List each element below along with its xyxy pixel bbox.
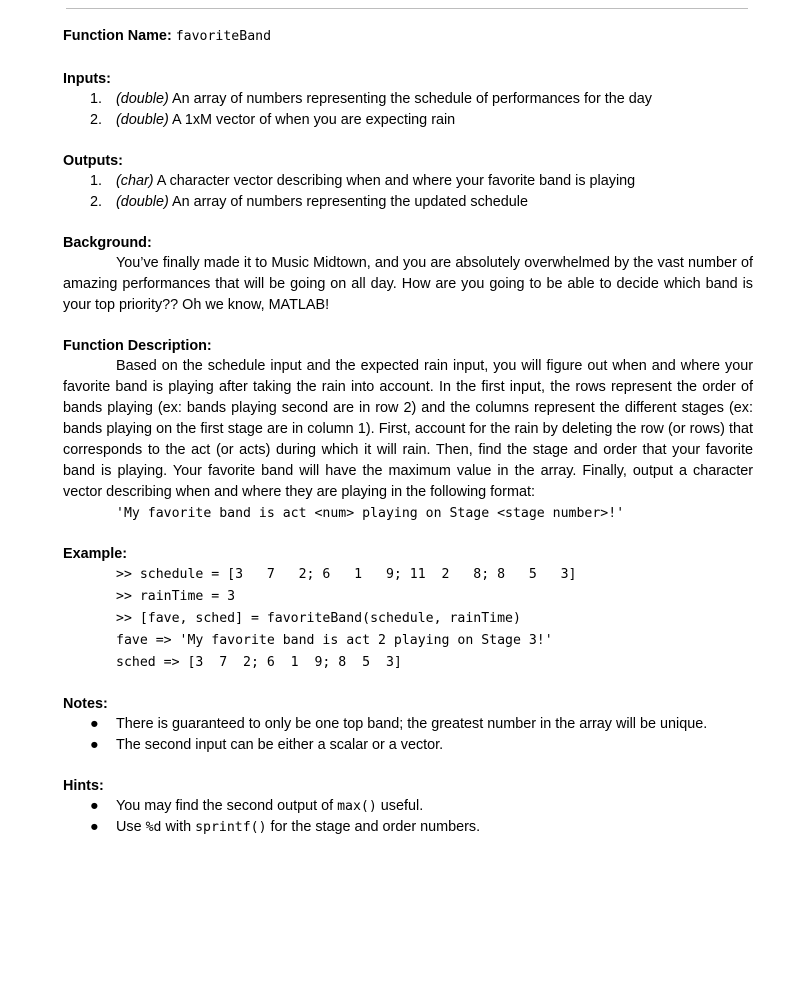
list-item: ● You may find the second output of max() useful. — [63, 796, 753, 817]
input-description: A 1xM vector of when you are expecting rain — [168, 112, 456, 128]
list-item — [63, 735, 753, 756]
list-item: 1. (double) An array of numbers representing the schedule of performances for the day — [90, 91, 652, 107]
list-item: 2. (double) An array of numbers representing the updated schedule — [90, 194, 529, 210]
list-item: 2. (double) A 1xM vector of when you are expecting rain — [90, 112, 456, 128]
output-description: A character vector describing when and where your favorite band is playing — [153, 173, 636, 189]
output-type: (double) — [116, 194, 169, 210]
code-line: >> rainTime = 3 — [116, 589, 236, 604]
inputs-list — [63, 89, 753, 131]
example-heading: Example: — [63, 546, 127, 562]
input-description: An array of numbers representing the schedule of performances for the day — [168, 91, 652, 107]
note-text: There is guaranteed to only be one top band; the greatest number in the array will be unique. — [116, 716, 708, 732]
description-heading: Function Description: — [63, 338, 212, 354]
notes-heading: Notes: — [63, 696, 108, 712]
hints-list — [63, 796, 753, 838]
bullet-icon: ● — [90, 798, 99, 814]
input-type: (double) — [116, 112, 169, 128]
function-name-label: Function Name: — [63, 28, 172, 44]
description-text: Based on the schedule input and the expected rain input, you will figure out when and where your favorite band is playing after taking the rain into account. In the first input, the rows represent the order of bands playing (ex: bands playing second are in row 2) and the columns represent the different stages (ex: bands playing on the first stage are in column 1). First, account for the rain by deleting the row (or rows) that corresponds to the act (or acts) during which it will rain. Then, find the stage and order that your favorite band is playing. Your favorite band will have the maximum value in the array. Finally, output a character vector describing when and where they are playing in the following format: — [63, 358, 753, 500]
outputs-heading: Outputs: — [63, 153, 123, 169]
list-item: 1. (char) A character vector describing when and where your favorite band is playing — [90, 173, 636, 189]
code-line: >> [fave, sched] = favoriteBand(schedule, rainTime) — [116, 611, 521, 626]
bullet-icon: ● — [90, 716, 99, 732]
output-description: An array of numbers representing the updated schedule — [168, 194, 529, 210]
format-string: 'My favorite band is act <num> playing on Stage <stage number>!' — [116, 506, 625, 521]
function-name-value: favoriteBand — [175, 29, 272, 44]
input-type: (double) — [116, 91, 169, 107]
document-page — [63, 26, 753, 838]
output-type: (char) — [116, 173, 154, 189]
code-line: >> schedule = [3 7 2; 6 1 9; 11 2 8; 8 5 3] — [116, 567, 577, 582]
inline-code: max() — [337, 799, 377, 814]
code-line: sched => [3 7 2; 6 1 9; 8 5 3] — [116, 655, 402, 670]
function-name-line — [63, 26, 753, 47]
inputs-heading: Inputs: — [63, 71, 111, 87]
bullet-icon: ● — [90, 819, 99, 835]
list-item: ● Use %d with sprintf() for the stage and order numbers. — [63, 817, 753, 838]
background-heading: Background: — [63, 235, 152, 251]
top-rule — [66, 8, 748, 9]
list-item — [63, 714, 753, 735]
bullet-icon: ● — [90, 737, 99, 753]
inline-code: sprintf() — [195, 820, 267, 835]
code-line: fave => 'My favorite band is act 2 playing on Stage 3!' — [116, 633, 553, 648]
example-code — [63, 564, 753, 674]
background-text: You’ve finally made it to Music Midtown, and you are absolutely overwhelmed by the vast number of amazing performances that will be going on all day. How are you going to be able to decide which band is your top priority?? Oh we know, MATLAB! — [63, 255, 753, 313]
note-text: The second input can be either a scalar or a vector. — [116, 737, 444, 753]
notes-list — [63, 714, 753, 756]
hints-heading: Hints: — [63, 778, 104, 794]
inline-code: %d — [145, 820, 162, 835]
outputs-list — [63, 171, 753, 213]
